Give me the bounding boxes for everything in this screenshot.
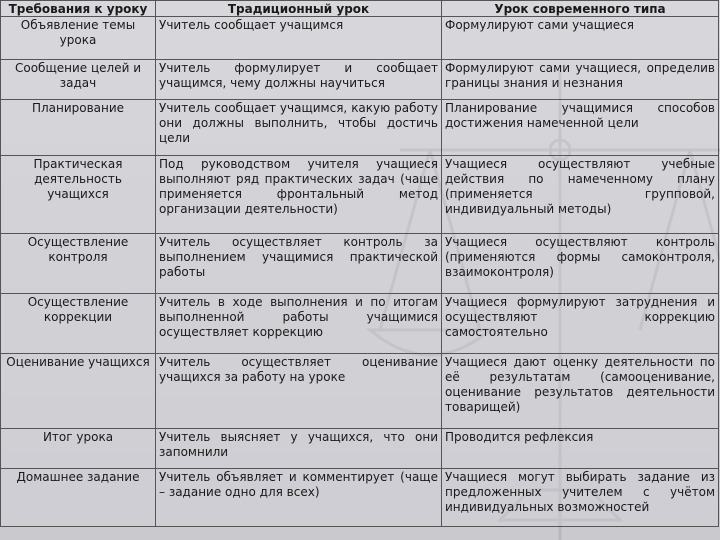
- table-row: [1, 100, 719, 156]
- header-row: [1, 1, 719, 17]
- cell-requirement: Домашнее задание: [1, 469, 156, 527]
- cell-traditional: Учитель выясняет у учащихся, что они запомнили: [156, 429, 442, 469]
- cell-requirement: Объявление темы урока: [1, 17, 156, 60]
- table-row: [1, 234, 719, 294]
- cell-modern: Учащиеся осуществляют контроль (применяются формы самоконтроля, взаимоконтроля): [442, 234, 719, 294]
- cell-modern: Учащиеся осуществляют учебные действия по намеченному плану (применяется групповой, индивидуальный методы): [442, 156, 719, 234]
- cell-requirement: Планирование: [1, 100, 156, 156]
- table-row: [1, 156, 719, 234]
- cell-modern: Формулируют сами учащиеся: [442, 17, 719, 60]
- cell-requirement: Практическая деятельность учащихся: [1, 156, 156, 234]
- cell-traditional: Под руководством учителя учащиеся выполняют ряд практических задач (чаще применяется фронтальный метод организации деятельности): [156, 156, 442, 234]
- cell-traditional: Учитель формулирует и сообщает учащимся, чему должны научиться: [156, 60, 442, 100]
- cell-modern: Учащиеся дают оценку деятельности по её результатам (самооценивание, оценивание результатов деятельности товарищей): [442, 354, 719, 429]
- cell-traditional: Учитель сообщает учащимся, какую работу они должны выполнить, чтобы достичь цели: [156, 100, 442, 156]
- cell-traditional: Учитель сообщает учащимся: [156, 17, 442, 60]
- cell-requirement: Сообщение целей и задач: [1, 60, 156, 100]
- cell-traditional: Учитель осуществляет контроль за выполнением учащимися практической работы: [156, 234, 442, 294]
- cell-modern: Планирование учащимися способов достижения намеченной цели: [442, 100, 719, 156]
- cell-modern: Учащиеся формулируют затруднения и осуществляют коррекцию самостоятельно: [442, 294, 719, 354]
- header-traditional: Традиционный урок: [156, 1, 442, 17]
- cell-requirement: Оценивание учащихся: [1, 354, 156, 429]
- header-requirements: Требования к уроку: [1, 1, 156, 17]
- header-modern: Урок современного типа: [442, 1, 719, 17]
- cell-requirement: Осуществление контроля: [1, 234, 156, 294]
- cell-traditional: Учитель осуществляет оценивание учащихся за работу на уроке: [156, 354, 442, 429]
- cell-modern: Формулируют сами учащиеся, определив границы знания и незнания: [442, 60, 719, 100]
- table-row: [1, 60, 719, 100]
- cell-requirement: Осуществление коррекции: [1, 294, 156, 354]
- cell-requirement: Итог урока: [1, 429, 156, 469]
- cell-traditional: Учитель объявляет и комментирует (чаще – задание одно для всех): [156, 469, 442, 527]
- table-row: [1, 354, 719, 429]
- cell-modern: Проводится рефлексия: [442, 429, 719, 469]
- table-row: [1, 469, 719, 527]
- table-row: [1, 294, 719, 354]
- table-row: [1, 429, 719, 469]
- cell-modern: Учащиеся могут выбирать задание из предложенных учителем с учётом индивидуальных возможностей: [442, 469, 719, 527]
- table-row: [1, 17, 719, 60]
- cell-traditional: Учитель в ходе выполнения и по итогам выполненной работы учащимися осуществляет коррекцию: [156, 294, 442, 354]
